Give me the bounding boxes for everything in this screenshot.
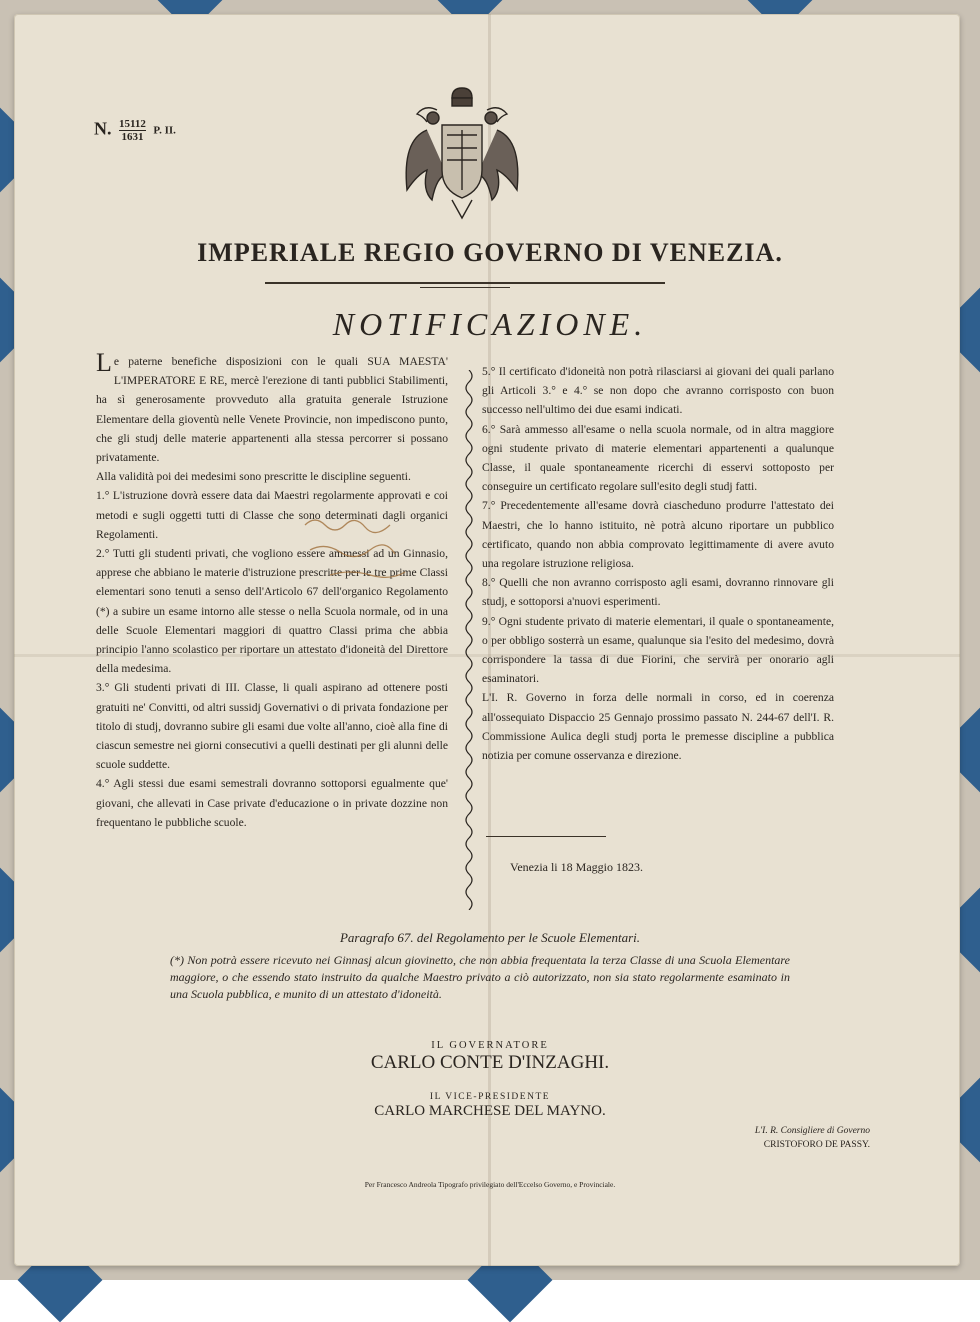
article-1: 1.° L'istruzione dovrà essere data dai Maestri regolarmente approvati e coi metodi e sugli oggetti tutti di Classe che sono determinati dagli organici Regolamenti. [96,489,448,541]
article-3: 3.° Gli studenti privati di III. Classe, li quali aspirano ad ottenere posti gratuiti ne' Convitti, od altri sussidj Governativi o di privata fondazione per titolo di studj, dovranno subire gli esami due volte all'anno, cioè alla fine di ciascun semestre nei giorni consecutivi a quelli destinati per gli alunni delle scuole suddette. [96,681,448,772]
heading-rule-short [420,287,510,288]
article-7: 7.° Precedentemente all'esame dovrà ciascheduno produrre l'attestato dei Maestri, che lo hanno istituito, nè potrà alcuno riportare un pubblico certificato, quando non abbia comprovato legittimamente di avere avuto una regolare istruzione religiosa. [482,499,834,571]
article-2: 2.° Tutti gli studenti privati, che vogliono essere ammessi ad un Ginnasio, apprese che abbiano le materie d'istruzione prescritte per le tre prime Classi elementari sono tenuti a senso dell'Articolo 67 dell'organico Regolamento (*) a subire un esame intorno alle stesse o nella Scuola normale, od in una delle Scuole Elementari maggiori di quattro Classi prima che abbia principio l'anno scolastico per riportare un attestato d'idoneità del Direttore della medesima. [96,547,448,676]
paragraph-validity: Alla validità poi dei medesimi sono prescritte le discipline seguenti. [96,470,411,484]
right-column [482,362,834,765]
footnote-text: (*) Non potrà essere ricevuto nei Ginnasj alcun giovinetto, che non abbia frequentata la terza Classe di una Scuola Elementare maggiore, o che essendo stato instruito da qualche Maestro privato a ciò autorizzato, non sia stato regolarmente esaminato in una Scuola pubblica, e munito di un attestato d'idoneità. [170,953,790,1001]
vice-president-name: CARLO MARCHESE DEL MAYNO. [374,1103,606,1119]
protocol-prefix: N. [94,118,112,139]
article-6: 6.° Sarà ammesso all'esame o nella scuola normale, od in altra maggiore ogni studente privato di materie elementari appartenenti a qualunque Classe, il quale spontaneamente ricerchi di esservi sottoposto per conseguire un certificato regolare sull'esito degli studj fatti. [482,422,834,494]
date-separator [486,836,606,837]
left-column [96,348,448,832]
protocol-numerator: 15112 [119,118,146,130]
dropcap: L [96,348,112,377]
heading-rule [265,282,665,284]
councillor-label: L'I. R. Consigliere di Governo [754,1126,870,1136]
closing-paragraph: L'I. R. Governo in forza delle normali in corso, ed in coerenza all'ossequiato Dispaccio 25 Gennajo prossimo passato N. 244-67 dell'I. R. Commissione Aulica degli studj porta le premesse discipline a pubblica notizia per comune osservanza e direzione. [482,691,834,763]
protocol-suffix: P. II. [153,124,176,137]
footnote-heading: Paragrafo 67. del Regolamento per le Scuole Elementari. [339,930,641,945]
paragraph-intro [96,348,448,467]
article-8: 8.° Quelli che non avranno corrisposto agli esami, dovranno rinnovare gli studj, e sottoporsi a'nuovi esperimenti. [482,576,834,609]
councillor-name: CRISTOFORO DE PASSY. [763,1140,870,1150]
protocol-number [94,118,176,143]
document-title: NOTIFICAZIONE. [332,306,648,342]
handwritten-annotation [300,505,450,585]
article-9: 9.° Ogni studente privato di materie elementari, il quale o spontaneamente, o per obbligo sosterrà un esame, qualunque sia l'esito del medesimo, dovrà corrispondere la tassa di due Fiorini, che servirà per onorario agli esaminatori. [482,614,834,686]
printer-imprint: Per Francesco Andreola Tipografo privilegiato dell'Eccelso Governo, e Provinciale. [364,1180,616,1189]
intro-text: e paterne benefiche disposizioni con le quali SUA MAESTA' L'IMPERATORE E RE, mercè l'erezione di tanti pubblici Stabilimenti, ha sì generosamente provveduto alla gratuita generale Istruzione Elementare della gioventù nelle Venete Provincie, non impediscono punto, che gli studj delle materie appartenenti alla stessa percorrer si possano privatamente. [96,355,448,465]
protocol-denominator: 1631 [121,131,144,143]
protocol-fraction [119,118,146,143]
governor-name: CARLO CONTE D'INZAGHI. [370,1052,610,1073]
governor-label: IL GOVERNATORE [431,1040,549,1051]
vice-president-label: IL VICE-PRESIDENTE [429,1092,551,1102]
double-headed-eagle-icon [397,80,527,230]
column-divider-ornament [463,370,475,910]
article-5: 5.° Il certificato d'idoneità non potrà rilasciarsi ai giovani dei quali parlano gli Articoli 3.° e 4.° se non dopo che avranno corrisposto con buon successo nell'ultimo dei due esami indicati. [482,365,834,417]
article-4: 4.° Agli stessi due esami semestrali dovranno sottoporsi egualmente que' giovani, che allevati in Case private d'educazione o in private dozzine non frequentano le pubbliche scuole. [96,777,448,829]
issuing-authority: IMPERIALE REGIO GOVERNO DI VENEZIA. [197,238,783,267]
issue-date: Venezia li 18 Maggio 1823. [510,860,643,874]
